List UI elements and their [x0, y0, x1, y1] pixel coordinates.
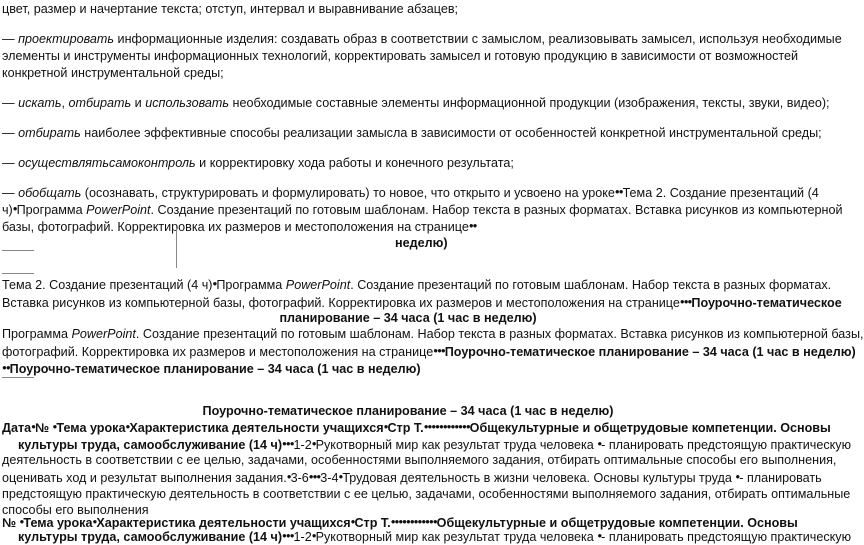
- text-run: - планировать предстоящую практическую: [601, 438, 852, 452]
- emphasis: проектировать: [18, 32, 115, 46]
- bullet-icon: ●: [12, 204, 17, 213]
- text-run: и: [131, 96, 146, 110]
- text-run: Характеристика деятельности учащихся: [96, 516, 351, 530]
- text-run: №: [35, 421, 53, 435]
- text-run: Рукотворный мир как результат труда человека: [315, 530, 598, 544]
- text-run: предстоящую практическую деятельность в соответствии с ее целью, задачами, особенностями выполняемого задания, отбирать оптимальные: [2, 487, 851, 501]
- text-line: [2, 201, 843, 218]
- emphasis: искать: [18, 96, 62, 110]
- text-run: оценивать ход и результат выполнения задания.: [2, 471, 287, 485]
- emphasis: обобщать: [18, 186, 82, 200]
- text-run: ч): [2, 203, 13, 217]
- text-line: [2, 452, 837, 468]
- bullet-icon: ●: [212, 279, 217, 288]
- bullet-icon: ●: [125, 422, 130, 431]
- text-run: деятельность в соответствии с ее целью, задачами, особенностями выполняемого задания, отбирать оптимальные способы его выполнения,: [2, 453, 837, 467]
- bullet-icon: ●: [52, 422, 57, 431]
- emphasis: PowerPoint: [285, 278, 351, 292]
- text-run: Тема урока: [56, 421, 126, 435]
- text-line: [2, 419, 831, 436]
- text-line: [2, 31, 842, 47]
- bullet-icon: ●: [19, 517, 24, 526]
- text-line: [395, 235, 810, 251]
- divider: [2, 250, 34, 251]
- text-run: Стр Т.: [387, 421, 424, 435]
- text-run: . Создание презентаций по готовым шаблонам. Набор текста в разных форматах. Вставка рисунков из компьютерной: [150, 203, 843, 217]
- text-run: (осознавать, структурировать и формулировать) то новое, что открыто и усвоено на уроке: [81, 186, 615, 200]
- text-run: Программа: [216, 278, 286, 292]
- text-run: фотографий. Корректировка их размеров и местоположения на странице: [2, 345, 434, 359]
- emphasis: PowerPoint: [71, 327, 136, 341]
- bullet-icon: ●: [350, 517, 355, 526]
- divider: [2, 377, 34, 378]
- text-line: [18, 528, 852, 545]
- text-run: ,: [61, 96, 69, 110]
- text-run: Тема урока: [23, 516, 93, 530]
- text-run: №: [2, 516, 20, 530]
- bullet-icon: ●●●: [282, 531, 294, 540]
- text-run: 3-6: [290, 471, 309, 485]
- bullet-icon: ●: [286, 472, 291, 481]
- text-run: информационные изделия: создавать образ в соответствии с замыслом, реализовывать замысел, используя необходимые: [114, 32, 842, 46]
- text-run: Поурочно-тематическое: [691, 296, 842, 310]
- bullet-icon: ●: [311, 439, 316, 448]
- dash: —: [2, 126, 19, 140]
- text-line: [0, 310, 816, 326]
- text-line: [2, 155, 810, 171]
- bullet-icon: ●: [31, 422, 35, 431]
- text-run: конкретной инструментальной среды;: [2, 66, 224, 80]
- text-line: [2, 469, 822, 486]
- divider: [2, 273, 34, 274]
- dash: —: [2, 96, 19, 110]
- text-line: [2, 360, 810, 377]
- emphasis: отбирать: [68, 96, 132, 110]
- text-run: 1-2: [293, 530, 312, 544]
- bullet-icon: ●: [311, 531, 316, 540]
- section-title: [0, 403, 816, 419]
- bullet-icon: ●●●: [308, 472, 321, 481]
- text-line: [2, 125, 822, 141]
- text-run: Программа: [16, 203, 87, 217]
- text-run: Общекультурные и общетрудовые компетенции. Основы: [469, 421, 831, 435]
- text-run: Трудовая деятельность в жизни человека. Основы культуры труда: [342, 471, 736, 485]
- text-run: Поурочно-тематическое планирование – 34 часа (1 час в неделю): [202, 404, 614, 418]
- text-run: Поурочно-тематическое планирование – 34 часа (1 час в неделю): [9, 362, 421, 376]
- text-run: Общекультурные и общетрудовые компетенции. Основы: [436, 516, 798, 530]
- bullet-icon: ●●●: [679, 297, 692, 306]
- bullet-icon: ●: [597, 439, 602, 448]
- text-line: [2, 65, 810, 81]
- bullet-icon: ●●: [614, 187, 623, 196]
- divider: [176, 228, 177, 268]
- text-run: неделю): [395, 236, 448, 250]
- text-run: 1-2: [293, 438, 312, 452]
- text-line: [2, 343, 856, 360]
- text-run: способы его выполнения: [2, 503, 149, 517]
- bullet-icon: ●●●●●●●●●●●●: [423, 422, 470, 431]
- text-run: Стр Т.: [354, 516, 391, 530]
- text-run: культуры труда, самообслуживание (14 ч): [18, 530, 283, 544]
- text-run: элементы и инструменты информационных технологий, корректировать замысел и готовую продукцию в зависимости от возможностей: [2, 49, 799, 63]
- text-run: Программа: [2, 327, 72, 341]
- text-line: [2, 218, 810, 235]
- dash: —: [2, 32, 19, 46]
- text-run: 3-4: [320, 471, 339, 485]
- emphasis: использовать: [145, 96, 230, 110]
- text-run: . Создание презентаций по готовым шаблонам. Набор текста в разных форматах. Вставка рисунков из компьютерной базы,: [135, 327, 864, 341]
- text-run: Вставка рисунков из компьютерной базы, фотографий. Корректировка их размеров и местоположения на странице: [2, 296, 680, 310]
- text-line: [2, 294, 842, 311]
- bullet-icon: ●●●: [433, 346, 445, 355]
- emphasis: осуществлятьсамоконтроль: [18, 156, 196, 170]
- text-line: [2, 326, 864, 342]
- text-run: Тема 2. Создание презентаций (4: [622, 186, 819, 200]
- text-line: [2, 276, 832, 293]
- bullet-icon: ●: [92, 517, 97, 526]
- bullet-icon: ●●●: [282, 439, 294, 448]
- bullet-icon: ●●: [468, 221, 477, 230]
- bullet-icon: ●: [383, 422, 388, 431]
- text-line: [2, 95, 830, 111]
- text-run: - планировать: [739, 471, 822, 485]
- text-line: [2, 48, 810, 64]
- text-run: - планировать предстоящую практическую: [601, 530, 852, 544]
- text-run: необходимые составные элементы информационной продукции (изображения, тексты, звуки, видео);: [229, 96, 830, 110]
- bullet-icon: ●●: [2, 363, 10, 372]
- text-run: Рукотворный мир как результат труда человека: [315, 438, 598, 452]
- text-line: [18, 436, 852, 453]
- text-run: цвет, размер и начертание текста; отступ, интервал и выравнивание абзацев;: [2, 2, 459, 16]
- dash: —: [2, 156, 19, 170]
- bullet-icon: ●: [735, 472, 740, 481]
- text-run: базы, фотографий. Корректировка их размеров и местоположения на странице: [2, 220, 469, 234]
- text-run: Дата: [2, 421, 32, 435]
- bullet-icon: ●: [597, 531, 602, 540]
- text-line: [2, 184, 819, 201]
- text-line: [2, 1, 810, 17]
- text-run: и корректировку хода работы и конечного результата;: [195, 156, 514, 170]
- text-run: . Создание презентаций по готовым шаблонам. Набор текста в разных форматах.: [350, 278, 832, 292]
- text-run: планирование – 34 часа (1 час в неделю): [279, 311, 537, 325]
- text-line: [2, 486, 851, 502]
- emphasis: отбирать: [18, 126, 81, 140]
- dash: —: [2, 186, 19, 200]
- bullet-icon: ●: [338, 472, 343, 481]
- text-run: Поурочно-тематическое планирование – 34 часа (1 час в неделю): [444, 345, 856, 359]
- text-run: наиболее эффективные способы реализации замысла в зависимости от особенностей конкретной инструментальной среды;: [80, 126, 822, 140]
- text-run: культуры труда, самообслуживание (14 ч): [18, 438, 283, 452]
- text-run: Тема 2. Создание презентаций (4 ч): [2, 278, 213, 292]
- text-run: Характеристика деятельности учащихся: [129, 421, 384, 435]
- emphasis: PowerPoint: [86, 203, 151, 217]
- bullet-icon: ●●●●●●●●●●●●: [390, 517, 437, 526]
